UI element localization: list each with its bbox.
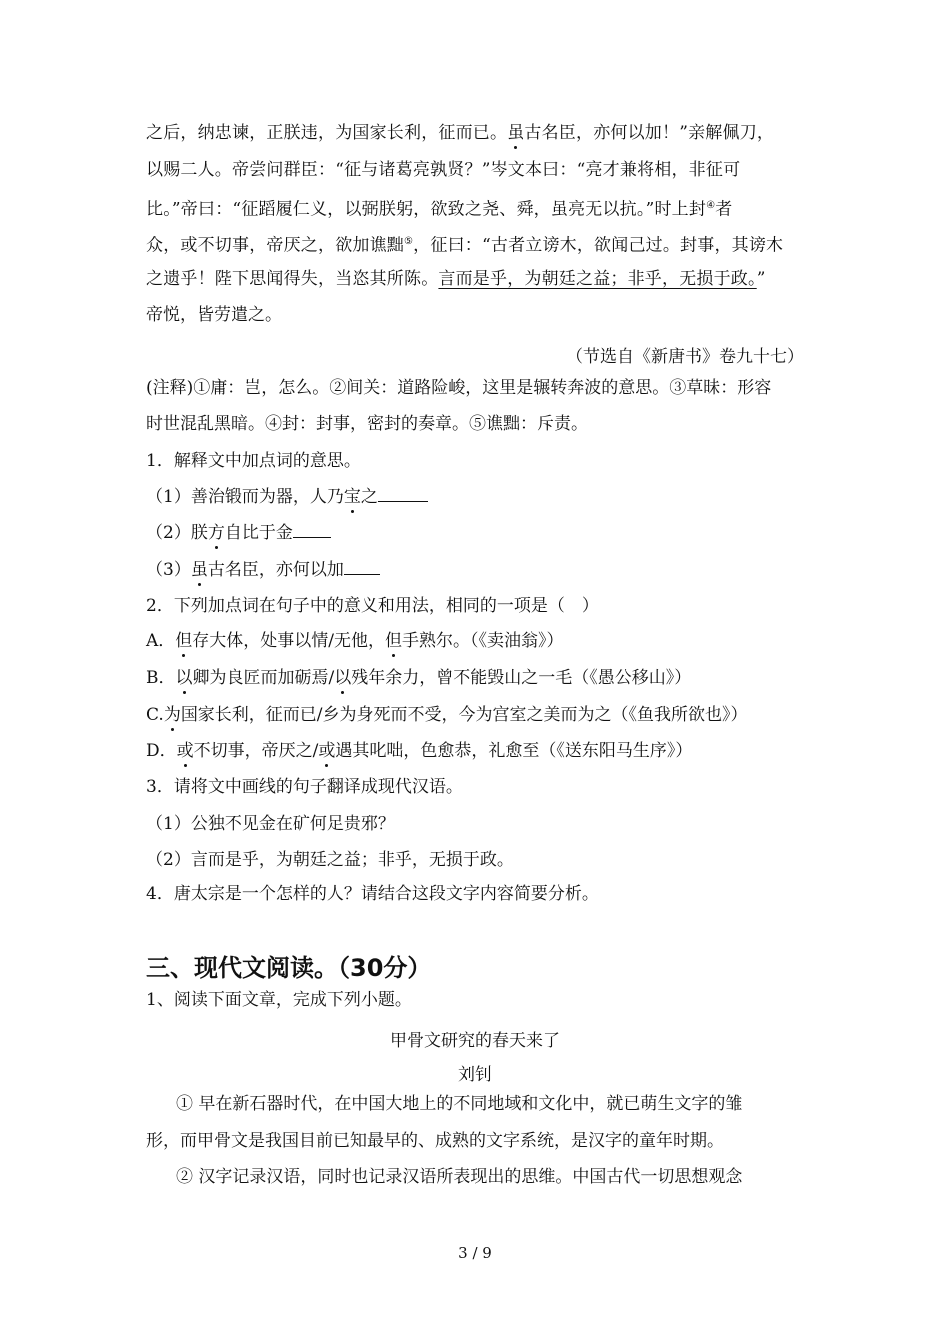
question-1-3: （3）虽古名臣，亦何以加 (146, 560, 380, 580)
passage-source: （节选自《新唐书》卷九十七） (566, 347, 804, 367)
page-number: 3 / 9 (458, 1244, 492, 1262)
paragraph-1-line-2: 形，而甲骨文是我国目前已知最早的、成熟的文字系统，是汉字的童年时期。 (146, 1131, 724, 1151)
dotted-char: 为 (163, 705, 181, 725)
passage-line-4: 众，或不切事，帝厌之，欲加谯黜⑤，征曰：“古者立谤木，欲闻己过。封事，其谤木 (146, 235, 784, 256)
answer-blank[interactable] (378, 487, 428, 502)
article-title: 甲骨文研究的春天来了 (390, 1031, 560, 1051)
question-2-option-b: B．以卿为良匠而加砺焉/以残年余力，曾不能毁山之一毛（《愚公移山》） (146, 668, 692, 688)
article-author: 刘钊 (458, 1065, 492, 1085)
passage-line-6: 帝悦，皆劳遣之。 (146, 305, 282, 325)
dotted-char: 但 (385, 631, 403, 651)
dotted-char: 以 (334, 668, 352, 688)
question-3-1: （1）公独不见金在矿何足贵邪？ (146, 814, 395, 834)
section-heading: 三、现代文阅读。（30分） (146, 954, 432, 982)
dotted-char: 宝 (343, 487, 361, 507)
paragraph-2-line-1: ② 汉字记录汉语，同时也记录汉语所表现出的思维。中国古代一切思想观念 (176, 1167, 743, 1187)
dotted-char: 虽 (190, 560, 208, 580)
notes-line-2: 时世混乱黑暗。④封：封事，密封的奏章。⑤谯黜：斥责。 (146, 414, 588, 434)
dotted-char: 或 (318, 741, 336, 761)
question-2-option-a: A．但存大体，处事以情/无他，但手熟尔。（《卖油翁》） (146, 631, 564, 651)
dotted-char: 以 (175, 668, 193, 688)
underlined-sentence: 言而是乎，为朝廷之益；非乎，无损于政。 (438, 269, 757, 289)
section-intro: 1、阅读下面文章，完成下列小题。 (146, 990, 412, 1010)
question-3: 3．请将文中画线的句子翻译成现代汉语。 (146, 777, 463, 797)
dotted-char: 方 (207, 523, 225, 543)
paragraph-1-line-1: ① 早在新石器时代，在中国大地上的不同地域和文化中，就已萌生文字的雏 (176, 1094, 743, 1114)
passage-line-1: 之后，纳忠谏，正朕违，为国家长利，征而已。虽古名臣，亦何以加！”亲解佩刀， (146, 123, 775, 143)
question-2-option-c: C.为国家长利，征而已/乡为身死而不受，今为宫室之美而为之（《鱼我所欲也》） (146, 705, 748, 725)
question-2: 2．下列加点词在句子中的意义和用法，相同的一项是（ ） (146, 596, 599, 616)
question-3-2: （2）言而是乎，为朝廷之益；非乎，无损于政。 (146, 850, 514, 870)
question-1-2: （2）朕方自比于金 (146, 523, 331, 543)
question-2-option-d: D．或不切事，帝厌之/或遇其叱咄，色愈恭，礼愈至（《送东阳马生序》） (146, 741, 693, 761)
question-1: 1．解释文中加点词的意思。 (146, 451, 361, 471)
passage-line-2: 以赐二人。帝尝问群臣：“征与诸葛亮孰贤？”岑文本曰：“亮才兼将相，非征可 (146, 160, 741, 180)
question-4: 4．唐太宗是一个怎样的人？请结合这段文字内容简要分析。 (146, 884, 599, 904)
answer-blank[interactable] (293, 523, 331, 538)
dotted-char: 虽 (507, 123, 525, 143)
dotted-char: 但 (175, 631, 193, 651)
question-1-1: （1）善治锻而为器，人乃宝之 (146, 487, 428, 507)
passage-line-3: 比。”帝曰：“征蹈履仁义，以弼朕躬，欲致之尧、舜，虽亮无以抗。”时上封④者 (146, 199, 733, 220)
answer-blank[interactable] (344, 560, 380, 575)
passage-line-5: 之遗乎！陛下思闻得失，当恣其所陈。言而是乎，为朝廷之益；非乎，无损于政。” (146, 269, 766, 289)
dotted-char: 或 (176, 741, 194, 761)
notes-line-1: (注释)①庸：岂，怎么。②间关：道路险峻，这里是辗转奔波的意思。③草昧：形容 (146, 378, 772, 398)
